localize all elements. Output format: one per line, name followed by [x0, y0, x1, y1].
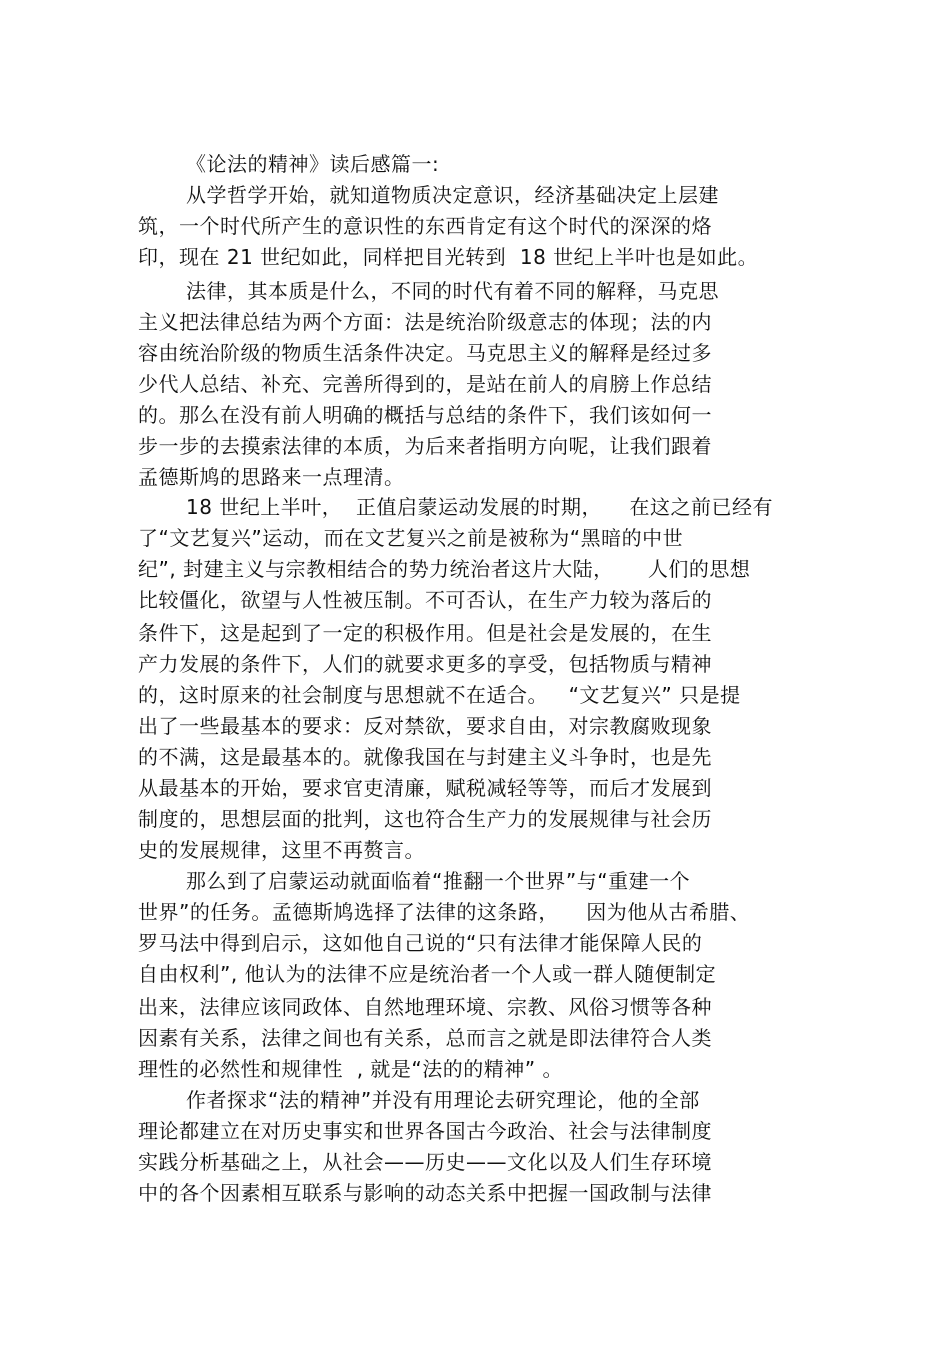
- text-line: 罗马法中得到启示，这如他自己说的“只有法律才能保障人民的: [138, 931, 703, 955]
- text-line: 印，现在 21 世纪如此，同样把目光转到 18 世纪上半叶也是如此。: [138, 245, 759, 269]
- text-line: 纪”, 封建主义与宗教相结合的势力统治者这片大陆， 人们的思想: [138, 557, 751, 581]
- document-title: 《论法的精神》读后感篇一:: [186, 152, 440, 176]
- text-line: 18 世纪上半叶， 正值启蒙运动发展的时期， 在这之前已经有: [186, 495, 773, 519]
- text-line: 少代人总结、补充、完善所得到的，是站在前人的肩膀上作总结: [138, 372, 712, 396]
- text-line: 自由权利”, 他认为的法律不应是统治者一个人或一群人随便制定: [138, 962, 717, 986]
- text-line: 主义把法律总结为两个方面：法是统治阶级意志的体现；法的内: [138, 310, 712, 334]
- text-line: 出了一些最基本的要求：反对禁欲，要求自由，对宗教腐败现象: [138, 714, 712, 738]
- text-line: 孟德斯鸠的思路来一点理清。: [138, 465, 405, 489]
- text-line: 理性的必然性和规律性 , 就是“法的的精神” 。: [138, 1057, 564, 1081]
- text-line: 步一步的去摸索法律的本质，为后来者指明方向呢，让我们跟着: [138, 434, 712, 458]
- text-line: 因素有关系，法律之间也有关系，总而言之就是即法律符合人类: [138, 1026, 712, 1050]
- text-line: 产力发展的条件下，人们的就要求更多的享受，包括物质与精神: [138, 652, 712, 676]
- text-line: 从最基本的开始，要求官吏清廉，赋税减轻等等，而后才发展到: [138, 776, 712, 800]
- text-line: 出来，法律应该同政体、自然地理环境、宗教、风俗习惯等各种: [138, 995, 712, 1019]
- text-line: 作者探求“法的精神”并没有用理论去研究理论，他的全部: [186, 1088, 700, 1112]
- text-line: 的，这时原来的社会制度与思想就不在适合。 “文艺复兴” 只是提: [138, 683, 741, 707]
- text-line: 筑，一个时代所产生的意识性的东西肯定有这个时代的深深的烙: [138, 214, 712, 238]
- text-line: 容由统治阶级的物质生活条件决定。马克思主义的解释是经过多: [138, 341, 712, 365]
- text-line: 史的发展规律，这里不再赘言。: [138, 838, 425, 862]
- text-line: 的不满，这是最基本的。就像我国在与封建主义斗争时，也是先: [138, 745, 712, 769]
- text-line: 那么到了启蒙运动就面临着“推翻一个世界”与“重建一个: [186, 869, 691, 893]
- text-line: 了“文艺复兴”运动，而在文艺复兴之前是被称为“黑暗的中世: [138, 526, 684, 550]
- text-line: 理论都建立在对历史事实和世界各国古今政治、社会与法律制度: [138, 1119, 712, 1143]
- text-line: 制度的，思想层面的批判，这也符合生产力的发展规律与社会历: [138, 807, 712, 831]
- text-line: 中的各个因素相互联系与影响的动态关系中把握一国政制与法律: [138, 1181, 712, 1205]
- text-line: 实践分析基础之上，从社会——历史——文化以及人们生存环境: [138, 1150, 712, 1174]
- text-line: 从学哲学开始，就知道物质决定意识，经济基础决定上层建: [186, 183, 719, 207]
- text-line: 的。那么在没有前人明确的概括与总结的条件下，我们该如何一: [138, 403, 712, 427]
- text-line: 法律，其本质是什么，不同的时代有着不同的解释，马克思: [186, 279, 719, 303]
- text-line: 条件下，这是起到了一定的积极作用。但是社会是发展的，在生: [138, 621, 712, 645]
- text-line: 世界”的任务。孟德斯鸠选择了法律的这条路， 因为他从古希腊、: [138, 900, 751, 924]
- text-line: 比较僵化，欲望与人性被压制。不可否认，在生产力较为落后的: [138, 588, 712, 612]
